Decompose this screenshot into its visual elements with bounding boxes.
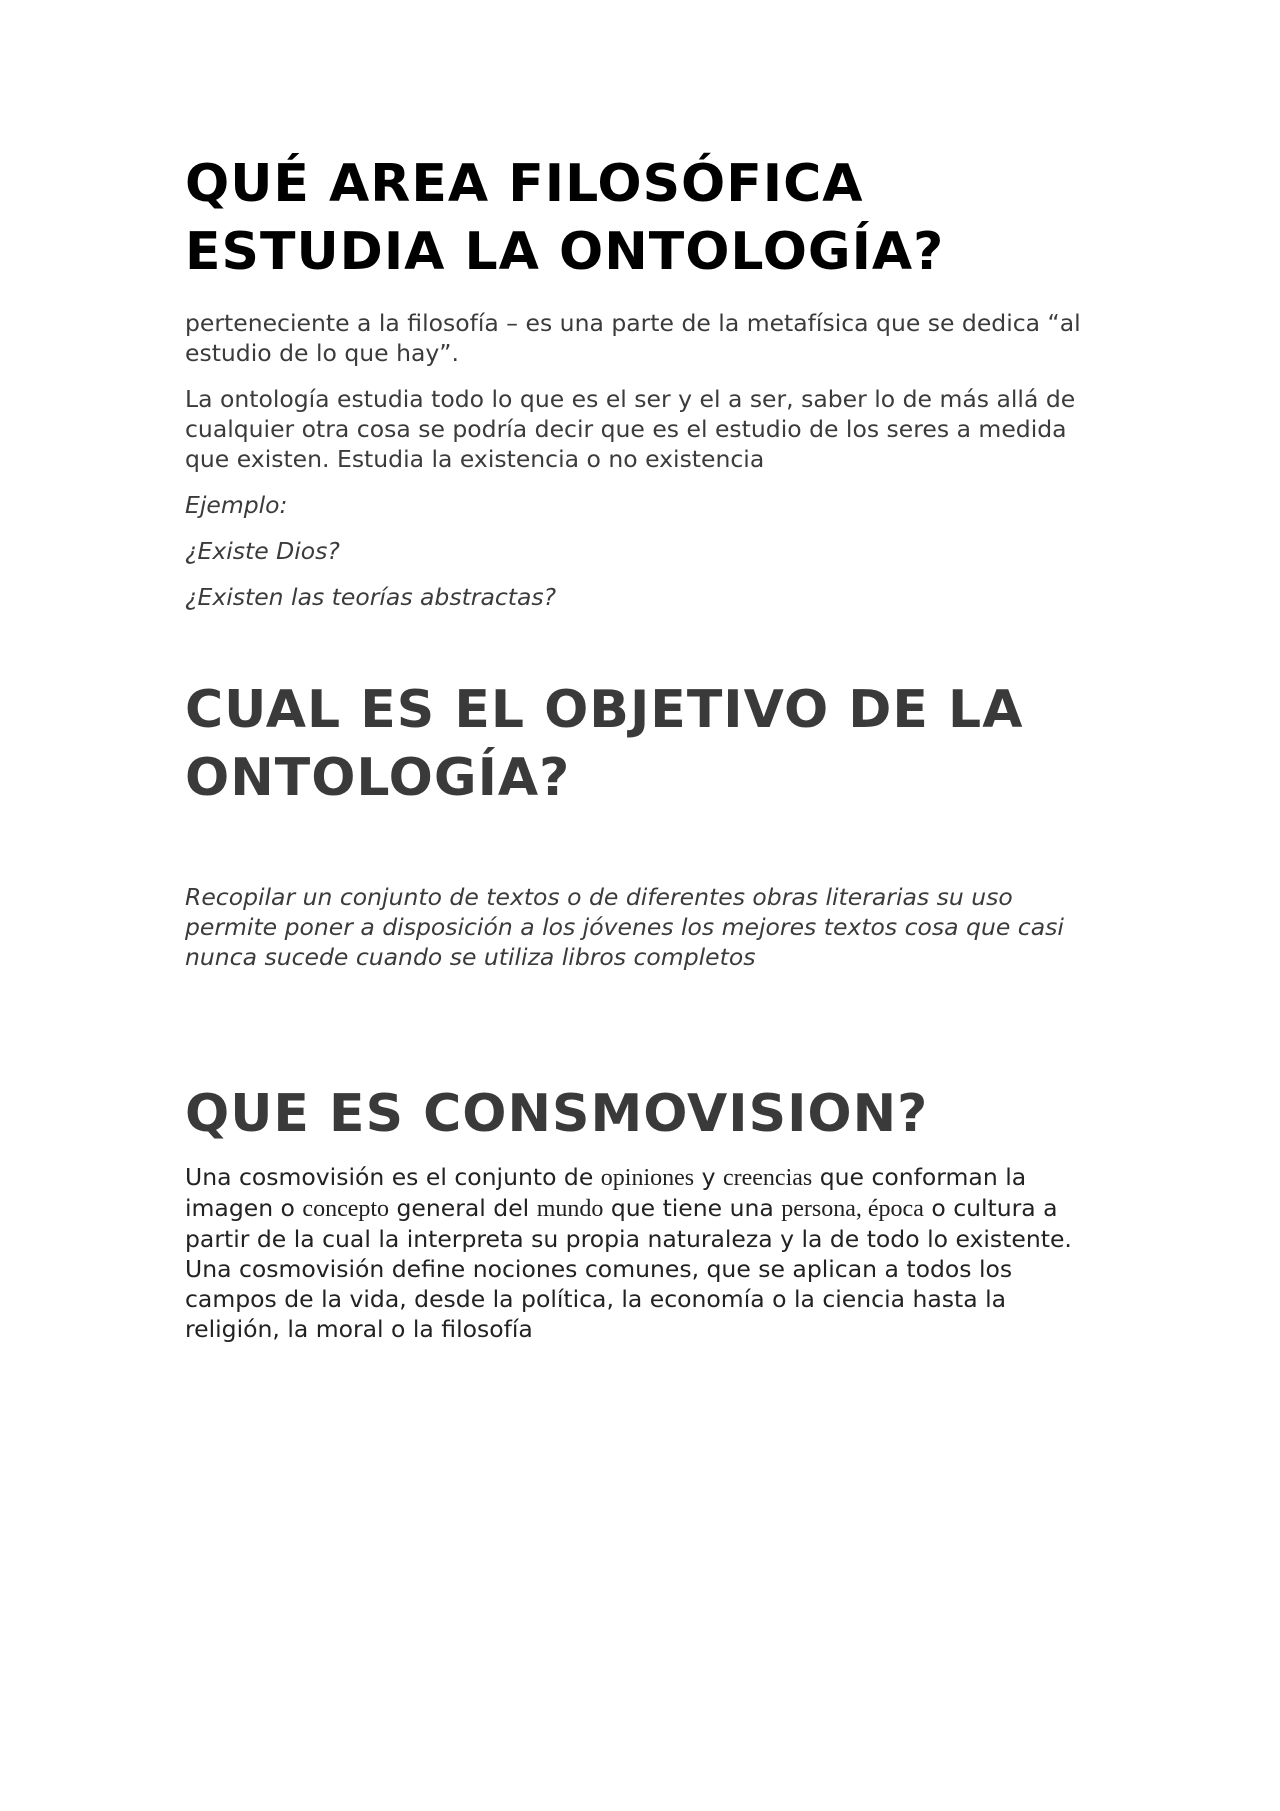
link-concepto: concepto	[302, 1196, 390, 1222]
link-persona: persona	[781, 1196, 856, 1222]
link-opiniones: opiniones	[600, 1165, 695, 1191]
link-mundo: mundo	[536, 1196, 604, 1222]
example-label: Ejemplo:	[185, 491, 288, 519]
paragraph-recopilar: Recopilar un conjunto de textos o de diferentes obras literarias su uso permite poner a disposición a los jóvenes los mejores textos cosa que casi nunca sucede cuando se utiliza libros completos	[185, 883, 1064, 971]
link-creencias: creencias	[722, 1165, 813, 1191]
cosmovision-text: general del	[389, 1194, 537, 1222]
cosmovision-text: o cultura a partir de la cual la interpreta su propia naturaleza y la de todo lo existente. Una cosmovisión define nociones comunes, que se aplican a todos los campos de la vida, desde la política, la economía o la ciencia hasta la religión, la moral o la filosofía	[185, 1194, 1072, 1343]
cosmovision-text: Una cosmovisión es el conjunto de	[185, 1163, 601, 1191]
cosmovision-text: que tiene una	[603, 1194, 782, 1222]
heading-objetivo-ontologia: CUAL ES EL OBJETIVO DE LA ONTOLOGÍA?	[185, 680, 1024, 808]
heading-area-filosofica: QUÉ AREA FILOSÓFICA ESTUDIA LA ONTOLOGÍA?	[185, 154, 945, 282]
heading-cosmovision: QUE ES CONSMOVISION?	[185, 1084, 929, 1144]
paragraph-cosmovision	[185, 1162, 1105, 1344]
cosmovision-comma: ,	[855, 1196, 868, 1222]
link-epoca: época	[867, 1196, 924, 1222]
document-page	[185, 150, 1105, 1344]
cosmovision-text: y	[694, 1163, 723, 1191]
cosmovision-text: que conforman la imagen o	[185, 1163, 1027, 1222]
example-existe-dios: ¿Existe Dios?	[185, 537, 340, 565]
paragraph-perteneciente: perteneciente a la filosofía – es una parte de la metafísica que se dedica “al estudio de lo que hay”.	[185, 309, 1081, 367]
example-teorias-abstractas: ¿Existen las teorías abstractas?	[185, 583, 557, 611]
paragraph-ontologia-estudia: La ontología estudia todo lo que es el ser y el a ser, saber lo de más allá de cualquier otra cosa se podría decir que es el estudio de los seres a medida que existen. Estudia la existencia o no existencia	[185, 385, 1076, 473]
